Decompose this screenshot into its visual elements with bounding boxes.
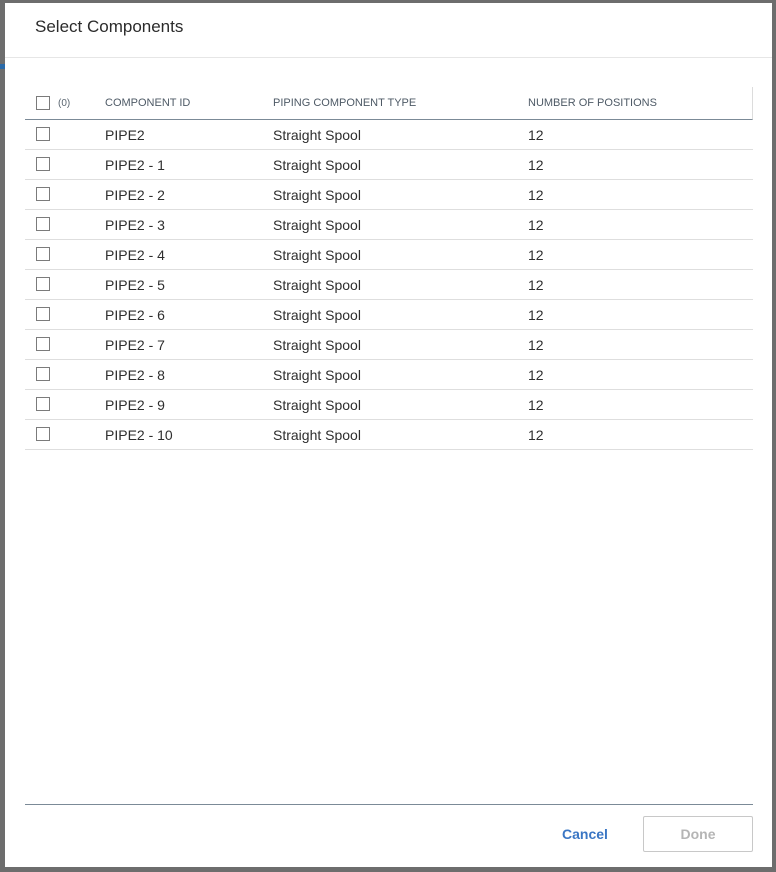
component-type-cell: Straight Spool [273,367,361,383]
table-row[interactable] [25,210,753,240]
column-header-component-id[interactable]: COMPONENT ID [105,97,191,109]
table-row[interactable] [25,120,753,150]
row-checkbox[interactable] [36,127,50,141]
table-row[interactable] [25,270,753,300]
table-row[interactable] [25,330,753,360]
component-type-cell: Straight Spool [273,127,361,143]
component-id-cell: PIPE2 [105,127,145,143]
row-checkbox[interactable] [36,247,50,261]
table-header-row [25,87,753,120]
component-type-cell: Straight Spool [273,217,361,233]
component-type-cell: Straight Spool [273,277,361,293]
positions-cell: 12 [528,127,544,143]
row-checkbox[interactable] [36,367,50,381]
positions-cell: 12 [528,367,544,383]
table-row[interactable] [25,180,753,210]
component-type-cell: Straight Spool [273,157,361,173]
table-row[interactable] [25,360,753,390]
positions-cell: 12 [528,217,544,233]
row-checkbox[interactable] [36,427,50,441]
positions-cell: 12 [528,277,544,293]
row-checkbox[interactable] [36,307,50,321]
component-type-cell: Straight Spool [273,307,361,323]
positions-cell: 12 [528,247,544,263]
dialog-title: Select Components [35,17,184,36]
table-row[interactable] [25,420,753,450]
table-row[interactable] [25,240,753,270]
selected-count: (0) [58,98,71,109]
positions-cell: 12 [528,337,544,353]
select-all-checkbox[interactable] [36,96,50,110]
positions-cell: 12 [528,307,544,323]
positions-cell: 12 [528,397,544,413]
row-checkbox[interactable] [36,217,50,231]
row-checkbox[interactable] [36,397,50,411]
component-id-cell: PIPE2 - 9 [105,397,165,413]
component-id-cell: PIPE2 - 8 [105,367,165,383]
positions-cell: 12 [528,427,544,443]
column-header-piping-component-type[interactable]: PIPING COMPONENT TYPE [273,97,417,109]
row-checkbox[interactable] [36,187,50,201]
component-type-cell: Straight Spool [273,337,361,353]
cancel-button[interactable]: Cancel [553,817,617,851]
component-type-cell: Straight Spool [273,427,361,443]
component-type-cell: Straight Spool [273,397,361,413]
footer-divider [25,804,753,805]
component-id-cell: PIPE2 - 7 [105,337,165,353]
row-checkbox[interactable] [36,277,50,291]
dialog-header [5,3,772,58]
positions-cell: 12 [528,187,544,203]
component-id-cell: PIPE2 - 2 [105,187,165,203]
row-checkbox[interactable] [36,337,50,351]
table-row[interactable] [25,390,753,420]
component-id-cell: PIPE2 - 4 [105,247,165,263]
table-body [25,120,753,450]
component-id-cell: PIPE2 - 10 [105,427,173,443]
component-type-cell: Straight Spool [273,187,361,203]
positions-cell: 12 [528,157,544,173]
done-button: Done [643,816,753,852]
column-header-number-of-positions[interactable]: NUMBER OF POSITIONS [528,97,657,109]
component-id-cell: PIPE2 - 1 [105,157,165,173]
row-checkbox[interactable] [36,157,50,171]
component-type-cell: Straight Spool [273,247,361,263]
select-components-dialog [5,3,772,867]
components-table [25,87,753,450]
component-id-cell: PIPE2 - 6 [105,307,165,323]
component-id-cell: PIPE2 - 5 [105,277,165,293]
component-id-cell: PIPE2 - 3 [105,217,165,233]
table-row[interactable] [25,150,753,180]
table-row[interactable] [25,300,753,330]
